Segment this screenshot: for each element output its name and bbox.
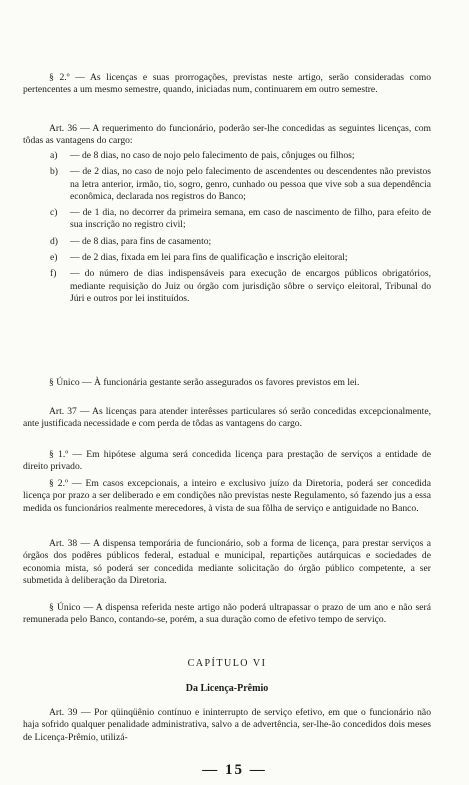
list-item: [23, 236, 431, 248]
list-item: [23, 166, 431, 203]
item-letter: a): [50, 150, 58, 161]
item-letter: d): [50, 235, 58, 247]
paragraph-text: Art. 38 — A dispensa temporária de funcionário, sob a forma de licença, para prestar serviços a órgãos dos podêres públicos federal, estadual e municipal, repartições autárquicas e sociedades de economia mista, só poderá ser concedida mediante solicitação do órgão público competente, a ser submetida à deliberação da Diretoria.: [23, 538, 431, 586]
section-heading: Da Licença-Prêmio: [185, 683, 269, 694]
item-letter: b): [50, 166, 58, 178]
paragraph-art38: [23, 538, 431, 587]
paragraph-art35-p2: [23, 72, 431, 97]
list-item: [23, 252, 431, 264]
section-heading-block: [23, 683, 431, 695]
paragraph-text: § Único — A dispensa referida neste artigo não poderá ultrapassar o prazo de um ano e não será remunerada pelo Banco, contando-se, porém, a sua duração como de efetivo tempo de serviço.: [23, 602, 431, 626]
paragraph-text: § 2.º — Em casos excepcionais, a inteiro e exclusivo juízo da Diretoria, poderá ser concedida licença por prazo a ser deliberado e em condições não previstas neste Regulamento, só fazendo jus a essa medida os funcionários realmente merecedores, à vista de sua fôlha de serviço e antiguidade no Banco.: [23, 478, 431, 514]
item-text: — de 1 dia, no decorrer da primeira semana, em caso de nascimento de filho, para efeito de sua inscrição no registro civil;: [70, 207, 431, 231]
item-text: — de 2 dias, no caso de nojo pelo falecimento de ascendentes ou descendentes não previstos na letra anterior, irmão, tio, sogro, genro, cunhado ou pessoa que vive sob a sua dependência econômica, declarada nos registros do Banco;: [70, 166, 431, 202]
paragraph-art36-unico: [23, 377, 431, 389]
paragraph-text: § 2.º — As licenças e suas prorrogações, previstas neste artigo, serão consideradas como pertencentes a um mesmo semestre, quando, iniciadas num, continuarem em outro semestre.: [23, 72, 431, 96]
paragraph-art38-unico: [23, 602, 431, 627]
list-item: [23, 150, 431, 162]
chapter-heading-block: [23, 658, 431, 670]
item-letter: e): [50, 252, 58, 264]
item-list: [23, 150, 431, 305]
list-item: [23, 268, 431, 305]
paragraph-art37: [23, 406, 431, 431]
page-number: — 15 —: [202, 762, 267, 778]
paragraph-art36: [23, 123, 431, 148]
item-letter: c): [50, 207, 58, 219]
paragraph-text: Art. 39 — Por qüinqüênio contínuo e ininterrupto de serviço efetivo, em que o funcionário não haja sofrido qualquer penalidade administrativa, salvo a de advertência, ser-lhe-ão concedidos dois meses de Licença-Prêmio, utilizá-: [23, 707, 431, 743]
item-text: — de 2 dias, fixada em lei para fins de qualificação e inscrição eleitoral;: [70, 252, 348, 264]
item-text: — de 8 dias, no caso de nojo pelo falecimento de pais, cônjuges ou filhos;: [70, 150, 355, 161]
paragraph-text: Art. 36 — A requerimento do funcionário, poderão ser-lhe concedidas as seguintes licenças, com tôdas as vantagens do cargo:: [23, 123, 431, 147]
item-letter: f): [50, 268, 57, 280]
item-text: — do número de dias indispensáveis para execução de encargos públicos obrigatórios, mediante requisição do Juiz ou órgão com jurisdição sôbre o serviço eleitoral, Tribunal do Júri e outros por lei instituídos.: [70, 268, 431, 304]
item-text: — de 8 dias, para fins de casamento;: [70, 235, 212, 247]
paragraph-art39: [23, 707, 431, 744]
paragraph-art37-p2: [23, 478, 431, 515]
list-item: [23, 207, 431, 232]
paragraph-text: Art. 37 — As licenças para atender interêsses particulares só serão concedidas excepcionalmente, ante justificada necessidade e com perda de tôdas as vantagens do cargo.: [23, 406, 431, 430]
paragraph-text: § 1.º — Em hipótese alguma será concedida licença para prestação de serviços a entidade de direito privado.: [23, 449, 431, 473]
paragraph-text: § Único — À funcionária gestante serão assegurados os favores previstos em lei.: [49, 377, 360, 388]
paragraph-art37-p1: [23, 449, 431, 474]
chapter-heading: CAPÍTULO VI: [187, 658, 267, 669]
